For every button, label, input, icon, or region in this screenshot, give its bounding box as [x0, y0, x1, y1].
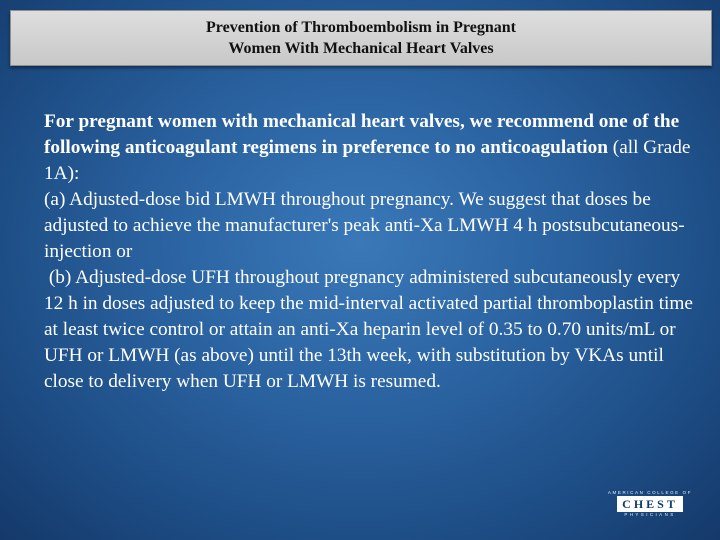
- logo-bottom-text: PHYSICIANS: [624, 512, 676, 517]
- title-bar: [10, 10, 712, 66]
- recommendation-intro: For pregnant women with mechanical heart valves, we recommend one of the following anticoagulant regimens in preference to no anticoagulation: [44, 111, 680, 158]
- recommendation-text: [44, 109, 698, 395]
- option-a: (a) Adjusted-dose bid LMWH throughout pregnancy. We suggest that doses be adjusted to achieve the manufacturer's peak anti-Xa LMWH 4 h postsubcutaneous-injection or: [44, 189, 685, 262]
- title-line-1: Prevention of Thromboembolism in Pregnant: [206, 19, 516, 36]
- slide-title: [161, 17, 561, 59]
- grade-label: (all Grade 1A):: [44, 137, 691, 184]
- logo-top-text: AMERICAN COLLEGE OF: [607, 490, 693, 495]
- title-line-2: Women With Mechanical Heart Valves: [228, 40, 494, 57]
- logo-mark: CHEST: [617, 496, 683, 512]
- chest-logo: [604, 490, 696, 522]
- option-b: (b) Adjusted-dose UFH throughout pregnancy administered subcutaneously every 12 h in doses adjusted to keep the mid-interval activated partial thromboplastin time at least twice control or attain an anti-Xa heparin level of 0.35 to 0.70 units/mL or UFH or LMWH (as above) until the 13th week, with substitution by VKAs until close to delivery when UFH or LMWH is resumed.: [44, 267, 698, 392]
